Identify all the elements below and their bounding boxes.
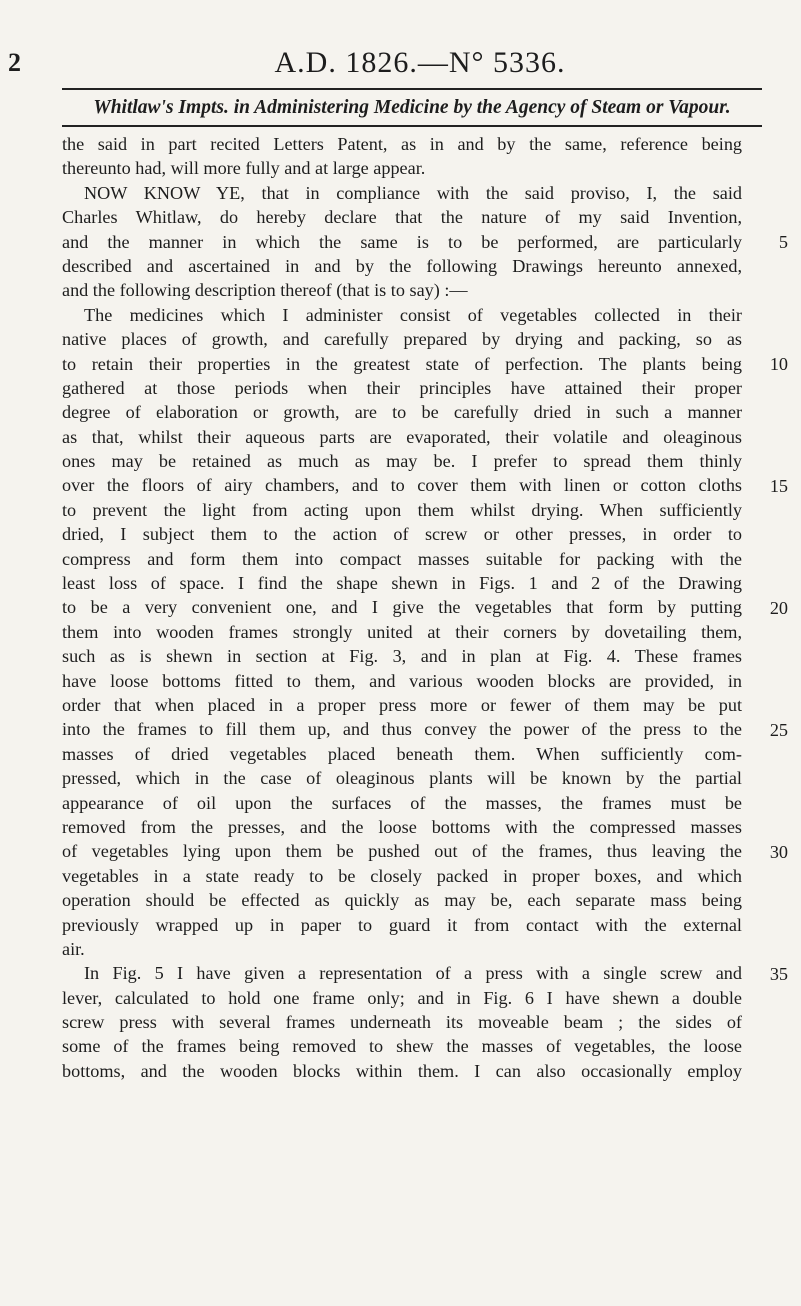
header-rule-top	[62, 88, 762, 90]
text-line: such as is shewn in section at Fig. 3, and in plan at Fig. 4. These frames	[62, 646, 742, 667]
text-line: them into wooden frames strongly united at their corners by dovetailing them,	[62, 621, 742, 642]
text-line: compress and form them into compact masses suitable for packing with the	[62, 548, 742, 569]
text-line: some of the frames being removed to shew the masses of vegetables, the loose	[62, 1036, 742, 1057]
text-line: bottoms, and the wooden blocks within them. I can also occasionally employ	[62, 1060, 742, 1081]
text-line: In Fig. 5 I have given a representation of a press with a single screw and	[84, 963, 742, 984]
text-line: order that when placed in a proper press more or fewer of them may be put	[62, 694, 742, 715]
text-line: air.	[62, 938, 85, 959]
text-line: and the following description thereof (that is to say) :—	[62, 280, 468, 301]
page-number: 2	[8, 48, 21, 77]
text-line: have loose bottoms fitted to them, and various wooden blocks are provided, in	[62, 670, 742, 691]
text-line: screw press with several frames underneath its moveable beam ; the sides of	[62, 1012, 742, 1033]
text-line: thereunto had, will more fully and at large appear.	[62, 158, 426, 179]
text-line: previously wrapped up in paper to guard it from contact with the external	[62, 914, 742, 935]
text-line: of vegetables lying upon them be pushed out of the frames, thus leaving the	[62, 841, 742, 862]
header-rule-bottom	[62, 125, 762, 127]
text-line: the said in part recited Letters Patent, as in and by the same, reference being	[62, 134, 742, 154]
text-line: gathered at those periods when their principles have attained their proper	[62, 377, 742, 398]
text-line: Charles Whitlaw, do hereby declare that the nature of my said Invention,	[62, 207, 742, 228]
text-line: pressed, which in the case of oleaginous plants will be known by the partial	[62, 768, 742, 789]
text-line: masses of dried vegetables placed beneath them. When sufficiently com-	[62, 743, 742, 764]
margin-line-number: 20	[769, 597, 788, 618]
text-line: lever, calculated to hold one frame only; and in Fig. 6 I have shewn a double	[62, 987, 742, 1008]
text-line: to prevent the light from acting upon them whilst drying. When sufficiently	[62, 499, 742, 520]
text-line: vegetables in a state ready to be closely packed in proper boxes, and which	[62, 865, 742, 886]
margin-line-number: 35	[769, 963, 788, 984]
running-head: A.D. 1826.—N° 5336.	[274, 46, 566, 79]
text-line: removed from the presses, and the loose bottoms with the compressed masses	[62, 816, 742, 837]
margin-line-number: 5	[778, 231, 788, 252]
text-line: to be a very convenient one, and I give the vegetables that form by putting	[62, 597, 742, 618]
text-line: NOW KNOW YE, that in compliance with the said proviso, I, the said	[84, 182, 742, 203]
text-line: and the manner in which the same is to be performed, are particularly	[62, 231, 742, 252]
text-line: over the floors of airy chambers, and to cover them with linen or cotton cloths	[62, 475, 742, 496]
text-line: The medicines which I administer consist of vegetables collected in their	[84, 304, 742, 325]
text-line: dried, I subject them to the action of screw or other presses, in order to	[62, 524, 742, 545]
margin-line-number: 25	[769, 719, 788, 740]
margin-line-number: 30	[769, 841, 788, 862]
text-line: ones may be retained as much as may be. I prefer to spread them thinly	[62, 451, 742, 472]
text-line: least loss of space. I find the shape shewn in Figs. 1 and 2 of the Drawing	[62, 573, 742, 594]
text-line: degree of elaboration or growth, are to be carefully dried in such a manner	[62, 402, 742, 423]
text-line: appearance of oil upon the surfaces of the masses, the frames must be	[62, 792, 742, 813]
text-line: native places of growth, and carefully prepared by drying and packing, so as	[62, 329, 742, 350]
text-line: into the frames to fill them up, and thus convey the power of the press to the	[62, 719, 742, 740]
margin-line-number: 10	[769, 353, 788, 374]
margin-line-number: 15	[769, 475, 788, 496]
text-line: as that, whilst their aqueous parts are evaporated, their volatile and oleaginous	[62, 426, 742, 447]
text-line: to retain their properties in the greatest state of perfection. The plants being	[62, 353, 742, 374]
text-line: operation should be effected as quickly as may be, each separate mass being	[62, 890, 742, 911]
subtitle: Whitlaw's Impts. in Administering Medicine by the Agency of Steam or Vapour.	[93, 97, 731, 118]
body-text	[62, 132, 742, 1083]
text-line: described and ascertained in and by the following Drawings hereunto annexed,	[62, 255, 742, 276]
